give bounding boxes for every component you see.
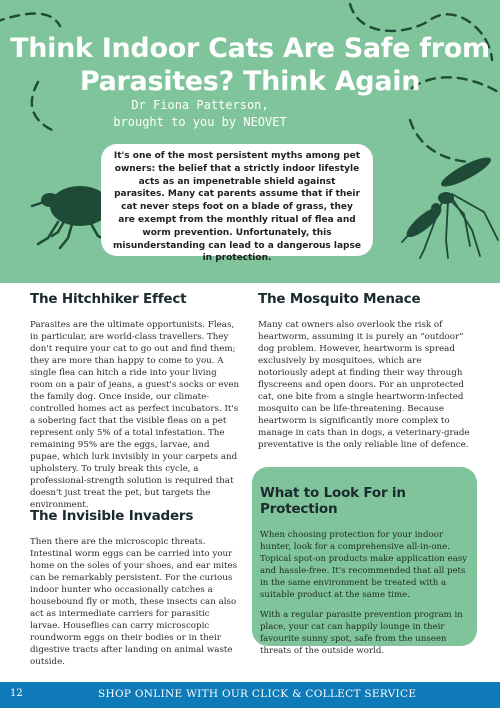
- section-body: Then there are the microscopic threats. Intestinal worm eggs can be carried into your home on the soles of your shoes, and ear mites can be remarkably persistent. For the curious indoor hunter who occasionally catches a housebound fly or moth, these insects can also act as intermediate carriers for parasitic larvae. Houseflies can carry microscopic roundworm eggs on their bodies or in their digestive tracts after landing on animal waste outside.: [30, 537, 238, 667]
- article-title: Think Indoor Cats Are Safe from Parasites? Think Again: [10, 33, 490, 97]
- hero-banner: [0, 0, 500, 283]
- section-body: Parasites are the ultimate opportunists. Fleas, in particular, are world-class travellers. They don't require your cat to go out and find them; they are more than happy to come to you. A single flea can hitch a ride into your living room on a pair of jeans, a guest's socks or even the family dog. Once inside, our climate-controlled homes act as perfect incubators. It's a sobering fact that the visible fleas on a pet represent only 5% of a total infestation. The remaining 95% are the eggs, larvae, and pupae, which lurk invisibly in your carpets and upholstery. To truly break this cycle, a professional-strength solution is required that doesn't just treat the pet, but targets the environment.: [30, 320, 240, 510]
- protection-callout: [252, 467, 477, 656]
- section-heading: The Mosquito Menace: [258, 291, 421, 307]
- author-name: Dr Fiona Patterson,: [131, 98, 269, 112]
- protection-paragraph-1: When choosing protection for your indoor hunter, look for a comprehensive all-in-one. Topical spot-on products make application easy and hassle-free. It's recommended that all pets in the same environment be treated with a suitable product at the same time.: [260, 530, 467, 600]
- footer-bar: [0, 682, 500, 708]
- sponsor-credit: brought to you by NEOVET: [113, 115, 287, 129]
- protection-paragraph-2: With a regular parasite prevention program in place, your cat can happily lounge in their favourite sunny spot, safe from the unseen threats of the outside world.: [260, 610, 463, 656]
- intro-callout: It's one of the most persistent myths among pet owners: the belief that a strictly indoor lifestyle acts as an impenetrable shield against parasites. Many cat parents assume that if their cat never steps foot on a blade of grass, they are exempt from the monthly ritual of flea and worm prevention. Unfortunately, this misunderstanding can lead to a dangerous lapse in protection.: [101, 144, 373, 256]
- mosquito-illustration-icon: [372, 150, 500, 260]
- section-heading: The Hitchhiker Effect: [30, 291, 187, 307]
- section-mosquito-menace: [258, 291, 470, 451]
- section-body: Many cat owners also overlook the risk of heartworm, assuming it is purely an “outdoor” dog problem. However, heartworm is spread exclusively by mosquitoes, which are notoriously adept at finding their way through flyscreens and open doors. For an unprotected cat, one bite from a single heartworm-infected mosquito can be life-threatening. Because heartworm is significantly more complex to manage in cats than in dogs, a veterinary-grade preventative is the only reliable line of defence.: [258, 320, 470, 450]
- section-hitchhiker: [30, 291, 242, 511]
- byline: [60, 97, 340, 131]
- section-heading: What to Look For in Protection: [260, 485, 406, 517]
- shop-online-link[interactable]: SHOP ONLINE WITH OUR CLICK & COLLECT SERVICE: [98, 688, 417, 700]
- page-number: 12: [10, 688, 23, 699]
- section-heading: The Invisible Invaders: [30, 508, 194, 524]
- section-invisible-invaders: [30, 508, 242, 668]
